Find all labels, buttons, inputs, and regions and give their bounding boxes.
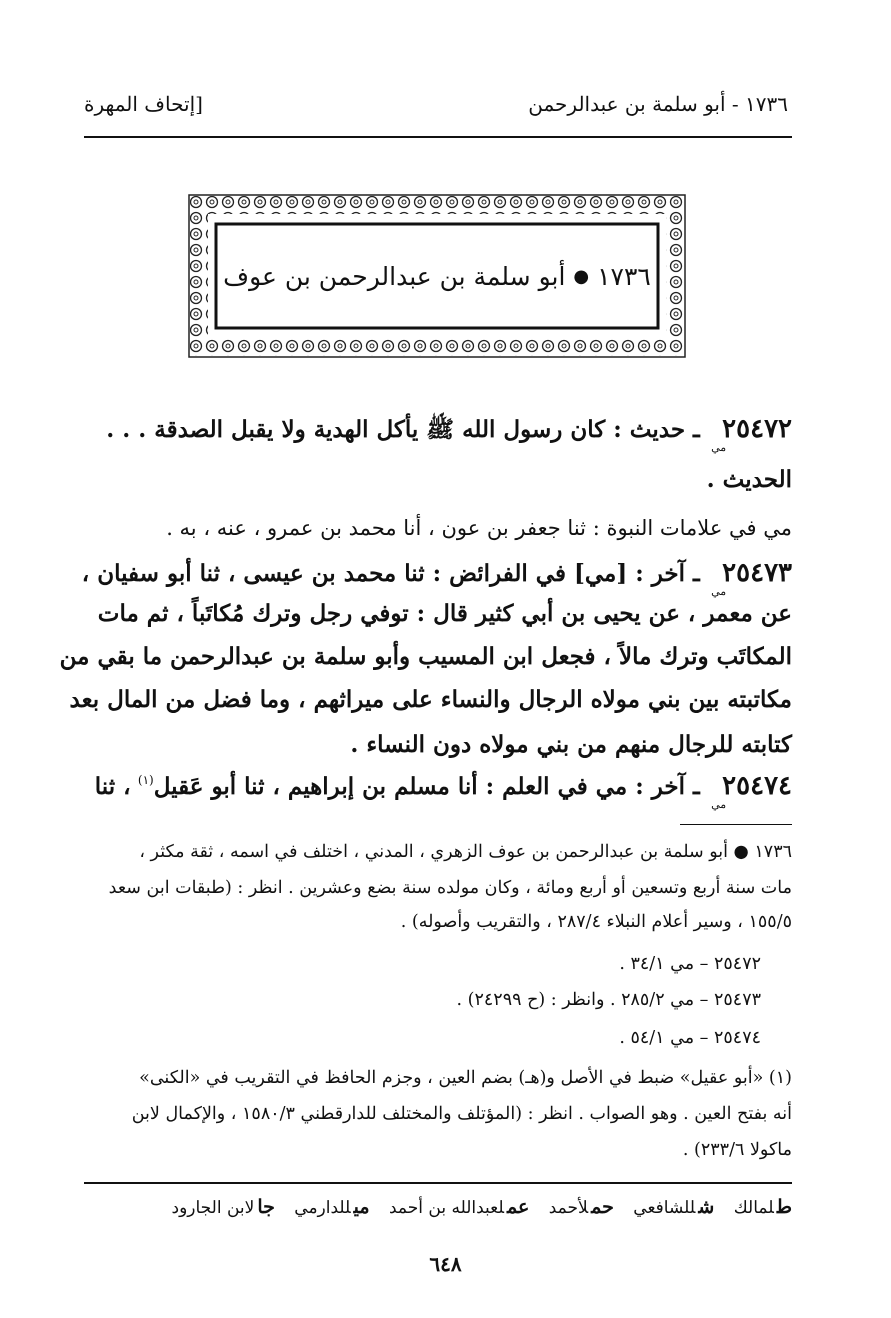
source-mark: مي	[711, 441, 727, 454]
chapter-title-frame	[188, 194, 686, 358]
legend-item: عملعبدالله بن أحمد	[389, 1196, 530, 1218]
legend-item: طلمالك	[733, 1196, 792, 1218]
legend-item: شللشافعي	[633, 1196, 715, 1218]
chapter-name: أبو سلمة بن عبدالرحمن بن عوف	[223, 261, 566, 291]
hadith-text: ـ آخر : مي في العلم : أنا مسلم بن إبراهيم ، ثنا أبو عَقيل	[153, 773, 700, 800]
bottom-rule	[84, 1182, 792, 1184]
footnote-note-2: أنه بفتح العين . وهو الصواب . انظر : (المؤتلف والمختلف للدارقطني ١٥٨٠/٣ ، والإكمال لابن	[131, 1104, 792, 1124]
abbreviation-legend	[84, 1196, 792, 1218]
hadith-25473-line-1	[81, 558, 792, 598]
hadith-number: ٢٥٤٧٢	[722, 414, 792, 444]
legend-item: جالابن الجارود	[171, 1196, 275, 1218]
hadith-text: ـ حديث : كان رسول الله ﷺ يأكل الهدية ولا يقبل الصدقة . . .	[106, 416, 700, 443]
hadith-25474-line-1	[84, 771, 792, 811]
header-chapter-title: ١٧٣٦ - أبو سلمة بن عبدالرحمن	[528, 92, 788, 116]
hadith-number: ٢٥٤٧٣	[722, 558, 792, 588]
hadith-text-end: ، ثنا	[94, 773, 131, 800]
source-mark: مي	[711, 798, 727, 811]
legend-item: ميللدارمي	[294, 1196, 370, 1218]
footnote-bio-2: مات سنة أربع وتسعين أو أربع ومائة ، وكان مولده سنة بضع وعشرين . انظر : (طبقات ابن سعد	[108, 878, 792, 898]
hadith-25472-line-2: الحديث .	[706, 466, 792, 493]
footnote-ref-2: ٢٥٤٧٣ – مي ٢٨٥/٢ . وانظر : (ح ٢٤٢٩٩) .	[456, 990, 761, 1010]
hadith-25472-source: مي في علامات النبوة : ثنا جعفر بن عون ، أنا محمد بن عمرو ، عنه ، به .	[166, 516, 792, 540]
footnote-note-1: (١) «أبو عقيل» ضبط في الأصل و(هـ) بضم العين ، وجزم الحافظ في التقريب في «الكنى»	[139, 1068, 792, 1088]
footnote-bio-3: ١٥٥/٥ ، وسير أعلام النبلاء ٢٨٧/٤ ، والتقريب وأصوله) .	[400, 912, 792, 932]
hadith-number: ٢٥٤٧٤	[722, 771, 792, 801]
footnote-note-3: ماكولا ٢٣٣/٦) .	[682, 1140, 792, 1160]
footnote-bio-1: ١٧٣٦ ● أبو سلمة بن عبدالرحمن بن عوف الزهري ، المدني ، اختلف في اسمه ، ثقة مكثر ،	[139, 842, 792, 862]
running-header	[84, 92, 788, 122]
chapter-title	[188, 194, 686, 358]
page-number: ٦٤٨	[429, 1252, 462, 1276]
hadith-text: ـ آخر : [مي] في الفرائض : ثنا محمد بن عيسى ، ثنا أبو سفيان ،	[81, 560, 700, 587]
source-mark: مي	[711, 585, 727, 598]
hadith-25472-line-1	[84, 414, 792, 454]
header-book-title: [إتحاف المهرة	[84, 92, 203, 116]
hadith-25473-line-3: المكاتَب وترك مالاً ، فجعل ابن المسيب وأبو سلمة بن عبدالرحمن ما بقي من	[59, 643, 792, 670]
bullet-icon: ●	[573, 265, 590, 287]
footnote-rule	[680, 824, 792, 825]
footnote-ref-1: ٢٥٤٧٢ – مي ٣٤/١ .	[619, 954, 761, 974]
footnote-ref: (١)	[137, 773, 154, 787]
hadith-25473-line-5: كتابته للرجال منهم من بني مولاه دون النساء .	[350, 731, 792, 758]
header-rule	[84, 136, 792, 138]
legend-item: حملأحمد	[548, 1196, 614, 1218]
hadith-25473-line-4: مكاتبته بين بني مولاه الرجال والنساء على ميراثهم ، وما فضل من المال بعد	[69, 686, 792, 713]
hadith-25473-line-2: عن معمر ، عن يحيى بن أبي كثير قال : توفي رجل وترك مُكاتَباً ، ثم مات	[97, 600, 792, 627]
footnote-ref-3: ٢٥٤٧٤ – مي ٥٤/١ .	[619, 1028, 761, 1048]
chapter-number: ١٧٣٦	[597, 261, 651, 291]
